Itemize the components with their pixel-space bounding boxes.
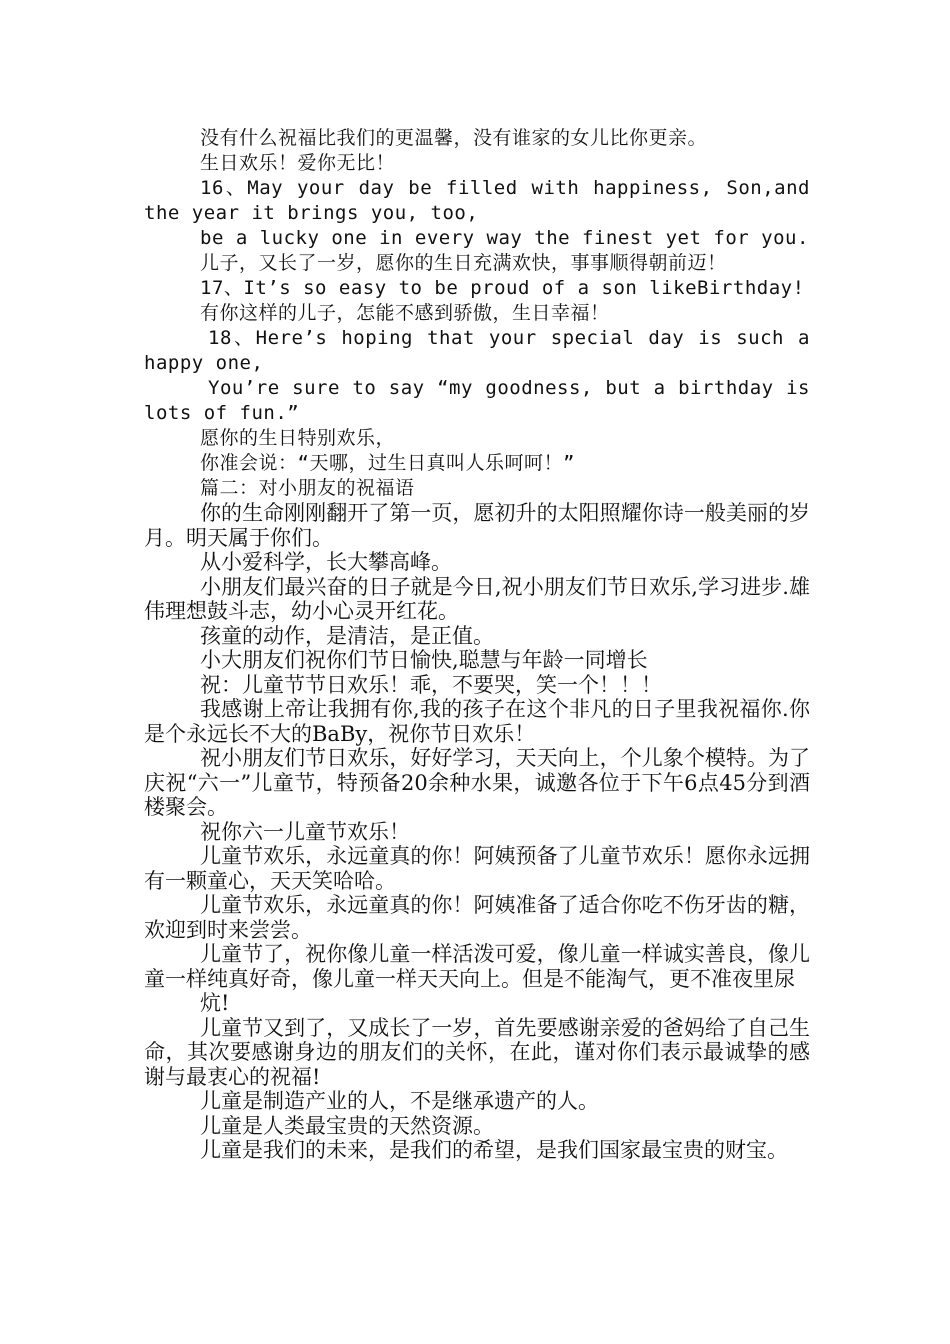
paragraph: 17、It’s so easy to be proud of a son likeBirthday! [200, 277, 805, 299]
paragraph: 炕! [200, 991, 230, 1015]
paragraph: 祝你六一儿童节欢乐！ [200, 819, 410, 844]
paragraph: 18、Here’s hoping that your special day is such a happy one, [144, 327, 810, 374]
paragraph: 儿子，又长了一岁，愿你的生日充满欢快，事事顺得朝前迈！ [200, 252, 727, 274]
paragraph: 16、May your day be filled with happiness, Son,and the year it brings you, too, [144, 177, 810, 224]
paragraph: 儿童节欢乐，永远童真的你！阿姨预备了儿童节欢乐！愿你永远拥有一颗童心，天天笑哈哈。 [144, 844, 810, 893]
paragraph: 儿童是人类最宝贵的天然资源。 [200, 1113, 494, 1138]
paragraph: 愿你的生日特别欢乐， [200, 427, 396, 449]
section-heading: 篇二：对小朋友的祝福语 [200, 477, 415, 499]
paragraph: be a lucky one in every way the finest yet for you. [200, 227, 809, 249]
paragraph: 儿童节欢乐，永远童真的你！阿姨准备了适合你吃不伤牙齿的糖，欢迎到时来尝尝。 [144, 893, 810, 942]
children-wishes-section [144, 501, 810, 1163]
paragraph: 我感谢上帝让我拥有你,我的孩子在这个非凡的日子里我祝福你.你是个永远长不大的BaBy，祝你节日欢乐！ [144, 697, 810, 746]
paragraph: 你准会说：“天哪，过生日真叫人乐呵呵！” [200, 452, 575, 474]
paragraph: 有你这样的儿子，怎能不感到骄傲，生日幸福！ [200, 302, 610, 324]
document-body [144, 126, 810, 1163]
paragraph: 小朋友们最兴奋的日子就是今日,祝小朋友们节日欢乐,学习进步.雄伟理想鼓斗志，幼小心灵开红花。 [144, 574, 810, 623]
paragraph: 儿童是我们的未来，是我们的希望，是我们国家最宝贵的财宝。 [200, 1138, 788, 1162]
paragraph: 小大朋友们祝你们节日愉快,聪慧与年龄一同增长 [200, 648, 648, 672]
paragraph: 没有什么祝福比我们的更温馨，没有谁家的女儿比你更亲。 [200, 127, 708, 149]
paragraph: 从小爱科学，长大攀高峰。 [200, 550, 452, 574]
paragraph: 儿童节了，祝你像儿童一样活泼可爱，像儿童一样诚实善良，像儿童一样纯真好奇，像儿童一样天天向上。但是不能淘气，更不准夜里尿 [144, 942, 810, 991]
birthday-wishes-section [144, 126, 810, 501]
paragraph: 你的生命刚刚翻开了第一页，愿初升的太阳照耀你诗一般美丽的岁月。明天属于你们。 [144, 501, 810, 550]
paragraph: 祝：儿童节节日欢乐！乖，不要哭，笑一个！！！ [200, 672, 662, 697]
paragraph: 儿童是制造产业的人，不是继承遗产的人。 [200, 1089, 599, 1113]
paragraph: 孩童的动作，是清洁，是正值。 [200, 623, 494, 648]
paragraph: 祝小朋友们节日欢乐，好好学习，天天向上，个儿象个模特。为了庆祝“六一”儿童节，特预备20余种水果，诚邀各位于下午6点45分到酒楼聚会。 [144, 746, 810, 819]
paragraph: 儿童节又到了，又成长了一岁，首先要感谢亲爱的爸妈给了自己生命，其次要感谢身边的朋友们的关怀，在此，谨对你们表示最诚挚的感谢与最衷心的祝福! [144, 1015, 810, 1089]
paragraph: 生日欢乐！爱你无比！ [200, 152, 396, 174]
paragraph: You’re sure to say “my goodness, but a birthday is lots of fun.” [144, 377, 810, 424]
